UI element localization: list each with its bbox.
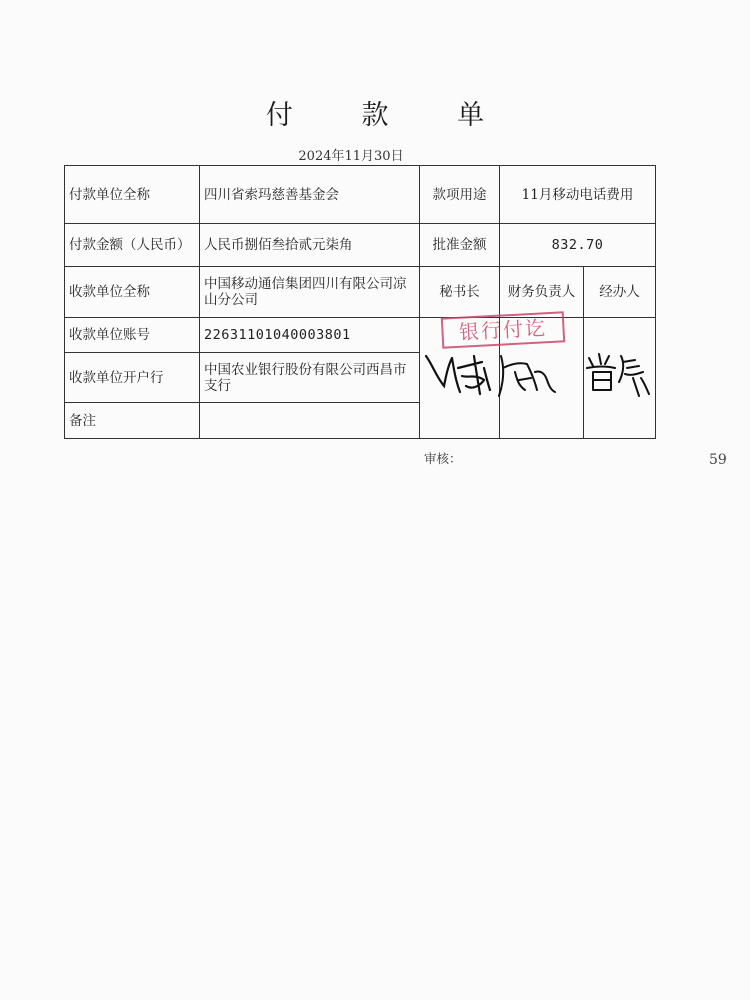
secretary-general-signature	[422, 346, 494, 398]
handler-label: 经办人	[584, 267, 656, 318]
amount-label: 付款金额（人民币）	[65, 224, 200, 267]
document-date: 2024年11月30日	[298, 149, 404, 164]
payer-name-label: 付款单位全称	[65, 166, 200, 224]
page-title: 付 款 单	[265, 100, 515, 131]
finance-head-label: 财务负责人	[500, 267, 584, 318]
payee-bank-value: 中国农业银行股份有限公司西昌市支行	[200, 353, 420, 403]
secretary-general-label: 秘书长	[420, 267, 500, 318]
approved-amount-value: 832.70	[500, 224, 656, 267]
payee-name-value: 中国移动通信集团四川有限公司凉山分公司	[200, 267, 420, 318]
auditor-label: 审核：	[424, 451, 462, 466]
payee-name-label: 收款单位全称	[65, 267, 200, 318]
margin-handwritten-note: 59	[709, 452, 727, 468]
finance-head-signature	[495, 350, 557, 398]
table-row	[65, 318, 656, 353]
payer-name-value: 四川省索玛慈善基金会	[200, 166, 420, 224]
table-row	[65, 166, 656, 224]
payee-bank-label: 收款单位开户行	[65, 353, 200, 403]
purpose-label: 款项用途	[420, 166, 500, 224]
table-row	[65, 267, 656, 318]
payee-account-value: 22631101040003801	[200, 318, 420, 353]
stamp-text: 银行付讫	[458, 315, 548, 345]
remarks-value	[200, 403, 420, 439]
approved-amount-label: 批准金额	[420, 224, 500, 267]
handler-signature	[583, 350, 651, 398]
bank-paid-stamp	[440, 311, 566, 349]
amount-words-value: 人民币捌佰叁拾贰元柒角	[200, 224, 420, 267]
remarks-label: 备注	[65, 403, 200, 439]
payee-account-label: 收款单位账号	[65, 318, 200, 353]
purpose-value: 11月移动电话费用	[500, 166, 656, 224]
table-row	[65, 224, 656, 267]
payment-form-table	[64, 165, 656, 439]
